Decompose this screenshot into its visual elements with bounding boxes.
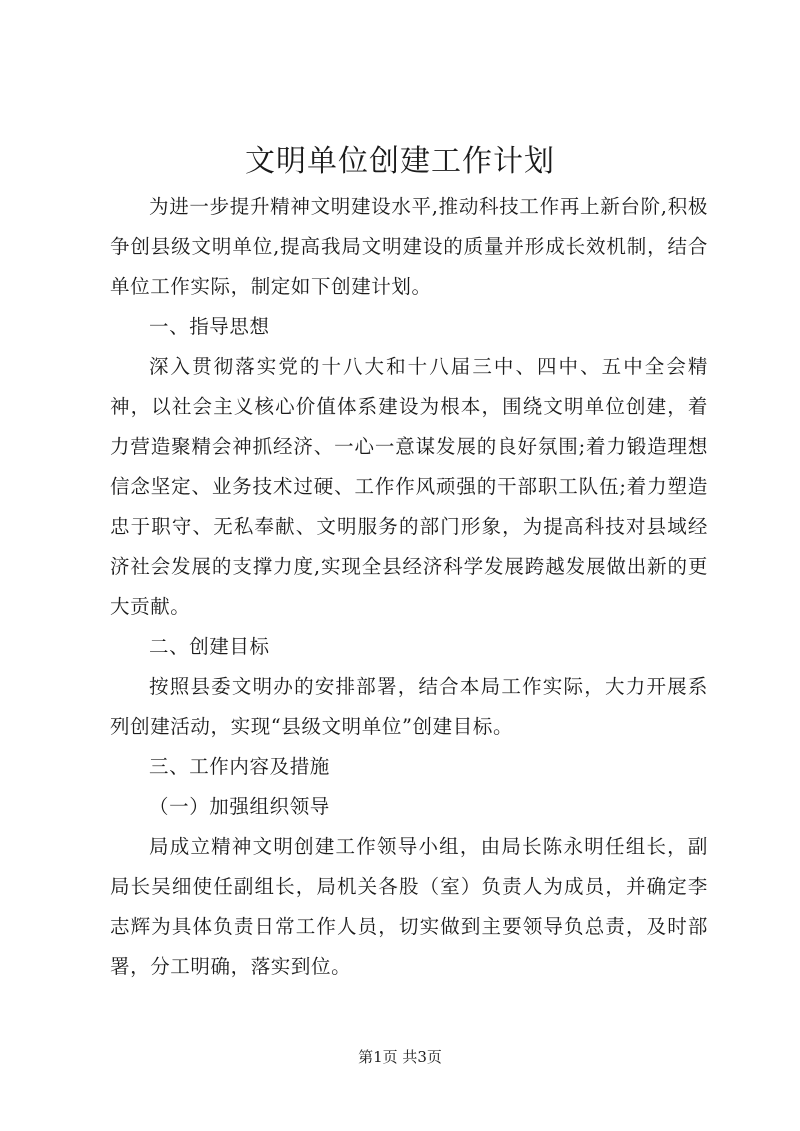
page-footer: 第1页 共3页: [358, 1048, 442, 1066]
section-3-heading: 三、工作内容及措施: [149, 755, 330, 778]
document-body: [110, 187, 708, 987]
section-1-heading: 一、指导思想: [149, 315, 270, 338]
section-2-heading: 二、创建目标: [149, 635, 270, 658]
intro-paragraph: 为进一步提升精神文明建设水平,推动科技工作再上新台阶,积极争创县级文明单位,提高我局文明建设的质量并形成长效机制，结合单位工作实际，制定如下创建计划。: [110, 195, 708, 298]
section-3-subheading-1: （一）加强组织领导: [149, 795, 330, 818]
document-title: 文明单位创建工作计划: [245, 144, 555, 179]
section-2-paragraph: 按照县委文明办的安排部署，结合本局工作实际，大力开展系列创建活动，实现“县级文明单位”创建目标。: [110, 675, 708, 738]
section-3-paragraph-1: 局成立精神文明创建工作领导小组，由局长陈永明任组长，副局长吴细使任副组长，局机关各股（室）负责人为成员，并确定李志辉为具体负责日常工作人员，切实做到主要领导负总责，及时部署，分工明确，落实到位。: [110, 835, 708, 978]
section-1-paragraph: 深入贯彻落实党的十八大和十八届三中、四中、五中全会精神，以社会主义核心价值体系建设为根本，围绕文明单位创建，着力营造聚精会神抓经济、一心一意谋发展的良好氛围;着力锻造理想信念坚定、业务技术过硬、工作作风顽强的干部职工队伍;着力塑造忠于职守、无私奉献、文明服务的部门形象，为提高科技对县域经济社会发展的支撑力度,实现全县经济科学发展跨越发展做出新的更大贡献。: [110, 355, 708, 618]
